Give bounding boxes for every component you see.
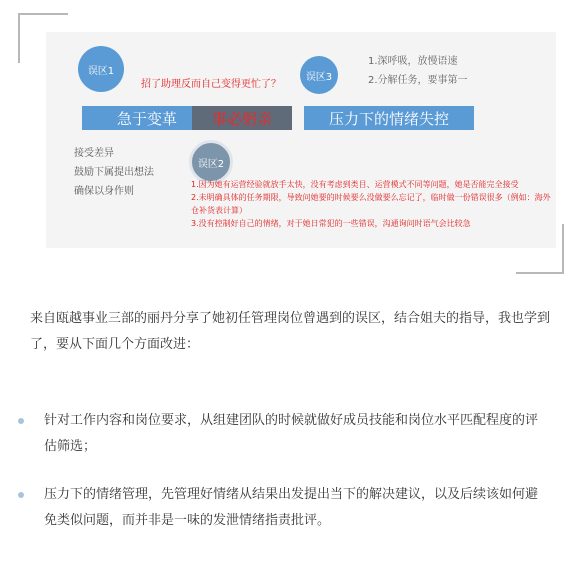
corner-frame-bottom-right [516,224,564,274]
problem-item: 2.未明确具体的任务期限，导致问她要的时候要么没做要么忘记了，临时做一份错误很多（例如：海外仓补货表计算） [191,193,551,215]
bar-do-everything: 事必躬亲 [192,106,292,130]
tip-item: 1.深呼吸，放慢语速 [368,56,458,67]
bubble-mistake-2: 误区2 [189,140,233,184]
bar-emotion-loss: 压力下的情绪失控 [304,106,474,130]
question-text: 招了助理反而自己变得更忙了？ [141,79,281,90]
tip-item: 2.分解任务，要事第一 [368,75,468,86]
bullet-text: 针对工作内容和岗位要求，从组建团队的时候就做好成员技能和岗位水平匹配程度的评估筛选； [44,413,539,454]
infographic-image [46,32,556,248]
bullet-item [18,482,548,534]
advice-item: 接受差异 [74,148,114,159]
problem-list [191,178,556,230]
problem-item: 1.因为她有运营经验就放手太快，没有考虑到类目、运营模式不同等问题，她是否能完全接受 [191,180,519,189]
problem-item: 3.没有控制好自己的情绪，对于她日常犯的一些错误，沟通询问时语气会比较急 [191,219,471,228]
bullet-dot-icon [18,492,24,498]
intro-paragraph: 来自瓯越事业三部的丽丹分享了她初任管理岗位曾遇到的误区，结合姐夫的指导，我也学到了，要从下面几个方面改进： [30,311,551,352]
advice-item: 鼓励下属提出想法 [74,167,154,178]
advice-item: 确保以身作则 [74,186,134,197]
tips-list [368,52,468,90]
bullet-item [18,408,548,460]
bar-rush-change: 急于变革 [82,106,212,130]
bubble-mistake-1: 误区1 [78,46,124,92]
bullet-dot-icon [18,418,24,424]
advice-list [74,144,154,201]
bubble-mistake-3: 误区3 [300,56,338,94]
bullet-text: 压力下的情绪管理，先管理好情绪从结果出发提出当下的解决建议，以及后续该如何避免类似问题，而并非是一味的发泄情绪指责批评。 [44,487,539,528]
